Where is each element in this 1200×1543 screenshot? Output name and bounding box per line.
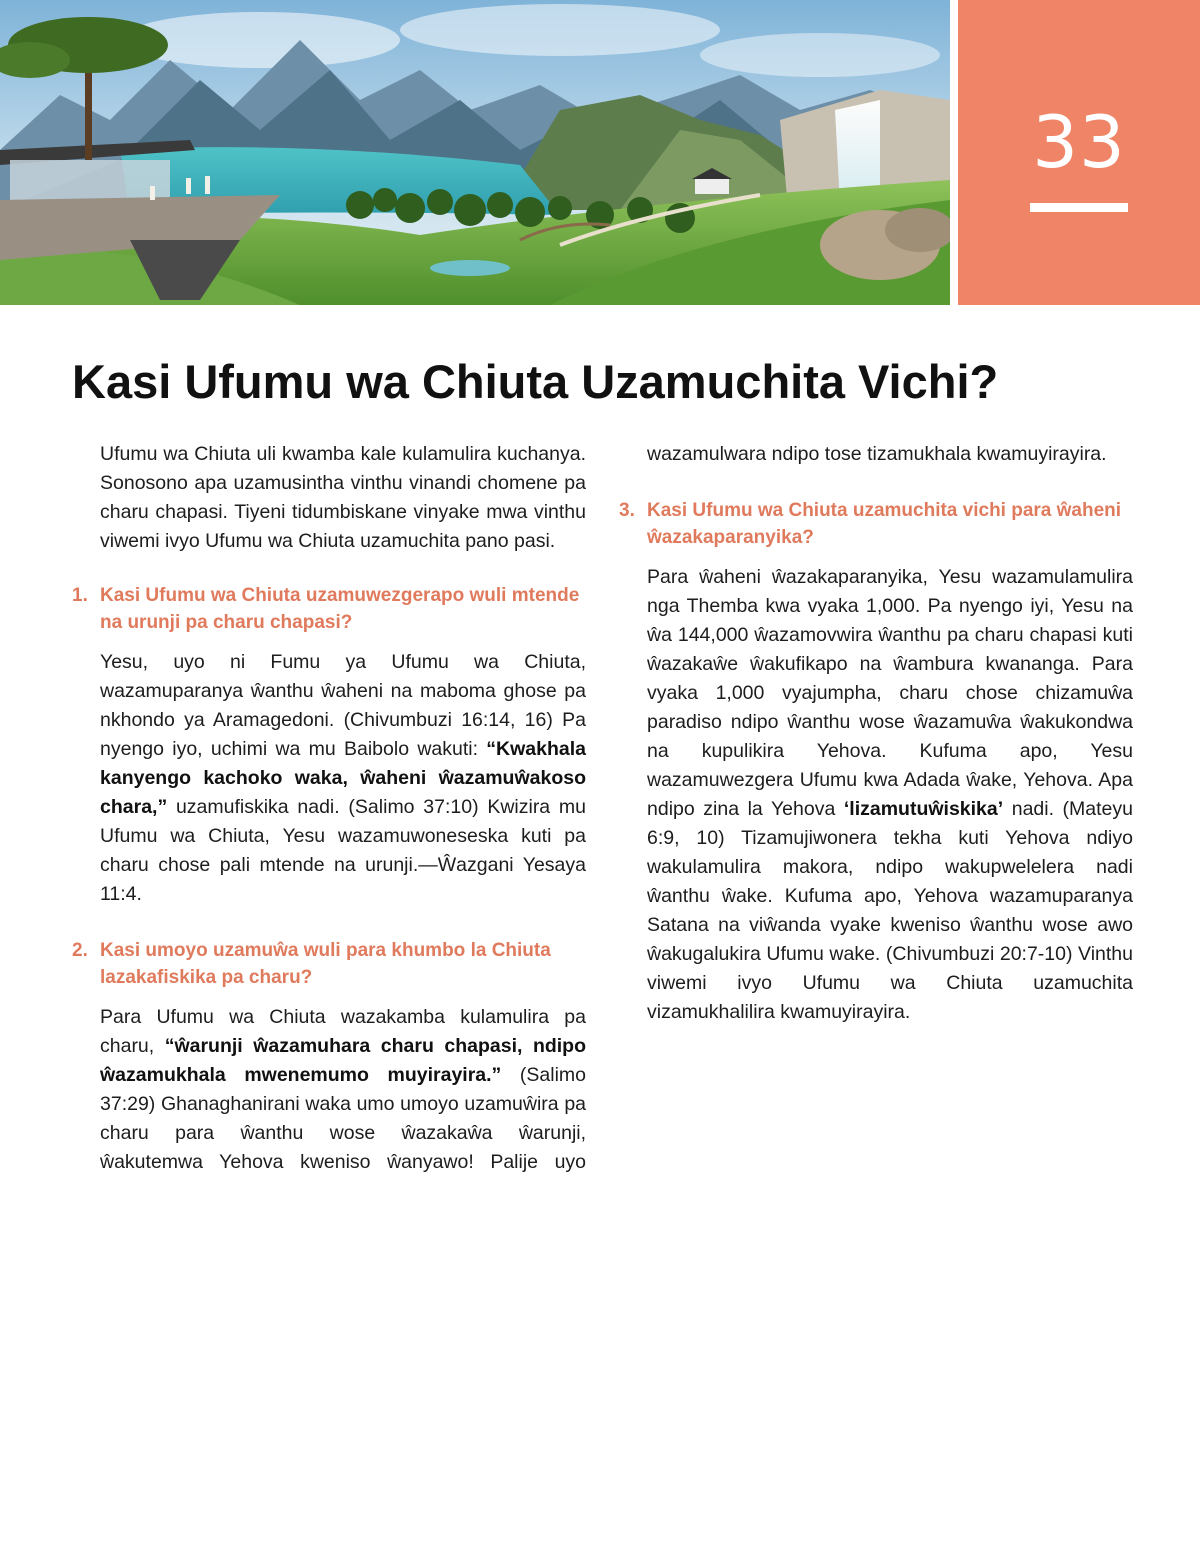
answer-2-text-b-word — [203, 1151, 219, 1173]
answer-2-text-b-word: ndipo — [771, 443, 820, 465]
answer-2-text-b-word: tose — [824, 443, 862, 465]
answer-2-text-a-word — [214, 1006, 229, 1028]
answer-2-quote-word: mwenemumo — [244, 1064, 369, 1086]
answer-2-text-b-word — [284, 1151, 301, 1173]
question-1-heading — [72, 582, 586, 636]
right-column-flow — [619, 440, 1133, 1027]
answer-2-text-b-word — [474, 1151, 491, 1173]
answer-2-text-b-word — [303, 1122, 329, 1144]
page-title: Kasi Ufumu wa Chiuta Uzamuchita Vichi? — [72, 355, 999, 408]
answer-2-text-b-word: ŵanyawo! — [387, 1151, 474, 1173]
answer-2-quote-word: muyirayira.” — [387, 1064, 502, 1086]
answer-2-text-b-word: 37:29) — [100, 1093, 156, 1115]
answer-2-text-b-word — [371, 1151, 388, 1173]
answer-3-text-b: nadi. (Mateyu 6:9, 10) Tizamujiwonera tekha kuti Yehova ndiyo wakulamulira makora, ndipo wakupwelelera nadi ŵanthu ŵake. Kufuma apo, Yehova wazamuparanya Satana na viŵanda vyake kweniso ŵanthu wose awo ŵakugalukira Ufumu wake. (Chivumbuzi 20:7-10) Vinthu viwemi ivyo Ufumu wa Chiuta uzamuchita vizamukhalilira kwamuyirayira. — [647, 798, 1133, 1023]
question-3-number: 3. — [619, 500, 635, 521]
answer-3-quote: ‘lizamutuŵiskika’ — [843, 798, 1004, 820]
right-column — [619, 440, 1133, 1055]
answer-2-text-b-word: ŵakutemwa — [100, 1151, 203, 1173]
question-2-heading — [72, 937, 586, 991]
question-1-number: 1. — [72, 585, 88, 606]
answer-2-text-b-word: kweniso — [300, 1151, 371, 1173]
answer-2-text-b-word: wose — [329, 1122, 376, 1144]
answer-2-text-a-word: Chiuta — [269, 1006, 326, 1028]
answer-2-text-a-word — [141, 1006, 156, 1028]
answer-2-text-b-word: ŵazakaŵa — [401, 1122, 493, 1144]
answer-1-paragraph — [100, 648, 586, 909]
answer-2-quote-word: charu — [380, 1035, 434, 1057]
lesson-number: 33 — [1032, 100, 1126, 184]
answer-2-text-b-word — [375, 1122, 401, 1144]
answer-2-text-b-word: Ghanaghanirani — [160, 1093, 300, 1115]
answer-2-text-b-word: ŵarunji, — [518, 1122, 587, 1144]
answer-2-text-b-word: ŵanthu — [240, 1122, 304, 1144]
answer-2-text-a-word: pa — [564, 1006, 586, 1028]
answer-2-text-a-word — [254, 1006, 269, 1028]
question-2-text: Kasi umoyo uzamuŵa wuli para khumbo la Chiuta lazakafiskika pa charu? — [100, 940, 551, 988]
answer-2-quote-word — [243, 1035, 254, 1057]
answer-2-text-a-word: kulamulira — [460, 1006, 550, 1028]
answer-2-quote-word — [522, 1035, 533, 1057]
question-1-text: Kasi Ufumu wa Chiuta uzamuwezgerapo wuli mtende na urunji pa charu chapasi? — [100, 585, 580, 633]
intro-paragraph: Ufumu wa Chiuta uli kwamba kale kulamulira kuchanya. Sonosono apa uzamusintha vinthu vinandi chomene pa charu chapasi. Tiyeni tidumbiskane vinyake mwa vinthu viwemi ivyo Ufumu wa Chiuta uzamuchita pano pasi. — [100, 443, 586, 552]
answer-2-text-b-word: umo — [356, 1093, 395, 1115]
answer-1-quote: “Kwakhala kanyengo kachoko waka, ŵaheni ŵazamuŵakoso chara,” — [100, 738, 586, 818]
answer-2-text-b-word: umoyo — [400, 1093, 459, 1115]
answer-1-text-a: Yesu, uyo ni Fumu ya Ufumu wa Chiuta, wazamuparanya ŵanthu ŵaheni na maboma ghose pa nkhondo ya Aramagedoni. (Chivumbuzi 16:14, 16) Pa nyengo iyo, uchimi wa mu Baibolo wakuti: — [100, 651, 586, 760]
answer-1-text-b: uzamufiskika nadi. (Salimo 37:10) Kwizira mu Ufumu wa Chiuta, Yesu wazamuwoneseska kuti pa charu chose pali mtende na urunji.—Ŵazgani Yesaya 11:4. — [100, 796, 586, 905]
answer-2-text-b-word: waka — [305, 1093, 351, 1115]
answer-2-text-a-word — [445, 1006, 460, 1028]
left-column — [72, 440, 587, 1205]
answer-2-quote-word: chapasi, — [444, 1035, 523, 1057]
answer-2-text-b-word — [149, 1122, 175, 1144]
answer-2-text-b-word — [493, 1122, 519, 1144]
answer-2-text-a-word: Ufumu — [156, 1006, 214, 1028]
paradise-landscape-image — [0, 0, 950, 305]
answer-2-text-a-word — [326, 1006, 341, 1028]
answer-2-text-b-word: uyo — [554, 1151, 587, 1173]
answer-2-text-b-word: Yehova — [219, 1151, 284, 1173]
answer-2-text-b-word: (Salimo — [519, 1064, 586, 1086]
answer-2-text-a-word — [154, 1035, 165, 1057]
lesson-number-badge — [958, 0, 1200, 305]
answer-3-paragraph — [647, 563, 1133, 1027]
answer-2-quote-word: ndipo — [532, 1035, 587, 1057]
answer-2-text-b-word — [501, 1064, 520, 1086]
answer-2-text-a-word: wa — [229, 1006, 255, 1028]
answer-2-text-b-word: tizamukhala — [867, 443, 972, 465]
answer-2-quote-word — [369, 1064, 388, 1086]
question-3-text: Kasi Ufumu wa Chiuta uzamuchita vichi para ŵaheni ŵazakaparanyika? — [647, 500, 1122, 548]
answer-2-text-b-word: charu — [100, 1122, 149, 1144]
answer-2-quote-word: ŵazamuhara — [253, 1035, 371, 1057]
answer-3-text-a: Para ŵaheni ŵazakaparanyika, Yesu wazamulamulira nga Themba kwa vyaka 1,000. Pa nyengo iyi, Yesu na ŵa 144,000 ŵazamovwira ŵanthu pa charu chapasi kuti ŵazakaŵe ŵakufikapo na ŵambura kwananga. Para vyaka 1,000 vyajumpha, charu chose chizamuŵa paradiso ndipo ŵanthu wose ŵazamuŵa ŵakukondwa na kupulikira Yehova. Kufuma apo, Yesu wazamuwezgera Ufumu kwa Adada ŵake, Yehova. Apa ndipo zina la Yehova — [647, 566, 1133, 820]
answer-2-text-b-word — [214, 1122, 240, 1144]
answer-2-text-b-word: para — [175, 1122, 215, 1144]
answer-2-text-b-word: Palije — [490, 1151, 539, 1173]
answer-2-continued — [647, 440, 1133, 469]
answer-2-quote-word: “ŵarunji — [164, 1035, 243, 1057]
answer-2-quote-word — [226, 1064, 245, 1086]
answer-2-quote-word — [370, 1035, 381, 1057]
answer-2-text-b-word — [538, 1151, 555, 1173]
answer-2-quote-word: ŵazamukhala — [100, 1064, 226, 1086]
answer-2-text-a-word: charu, — [100, 1035, 155, 1057]
question-3-heading — [619, 497, 1133, 551]
answer-2-text-b-word: uzamuŵira — [464, 1093, 559, 1115]
header-illustration — [0, 0, 950, 305]
answer-2-quote-word — [434, 1035, 445, 1057]
question-2-number: 2. — [72, 940, 88, 961]
answer-2-text-a-word: Para — [100, 1006, 142, 1028]
answer-2-paragraph — [100, 1003, 586, 1177]
answer-2-text-b-word: wazamulwara — [647, 443, 767, 465]
answer-2-text-a-word — [549, 1006, 564, 1028]
answer-2-text-b-word: kwamuyirayira. — [976, 443, 1107, 465]
badge-underline — [1030, 203, 1128, 212]
answer-2-text-a-word: wazakamba — [340, 1006, 445, 1028]
answer-2-text-b-word: pa — [564, 1093, 587, 1115]
